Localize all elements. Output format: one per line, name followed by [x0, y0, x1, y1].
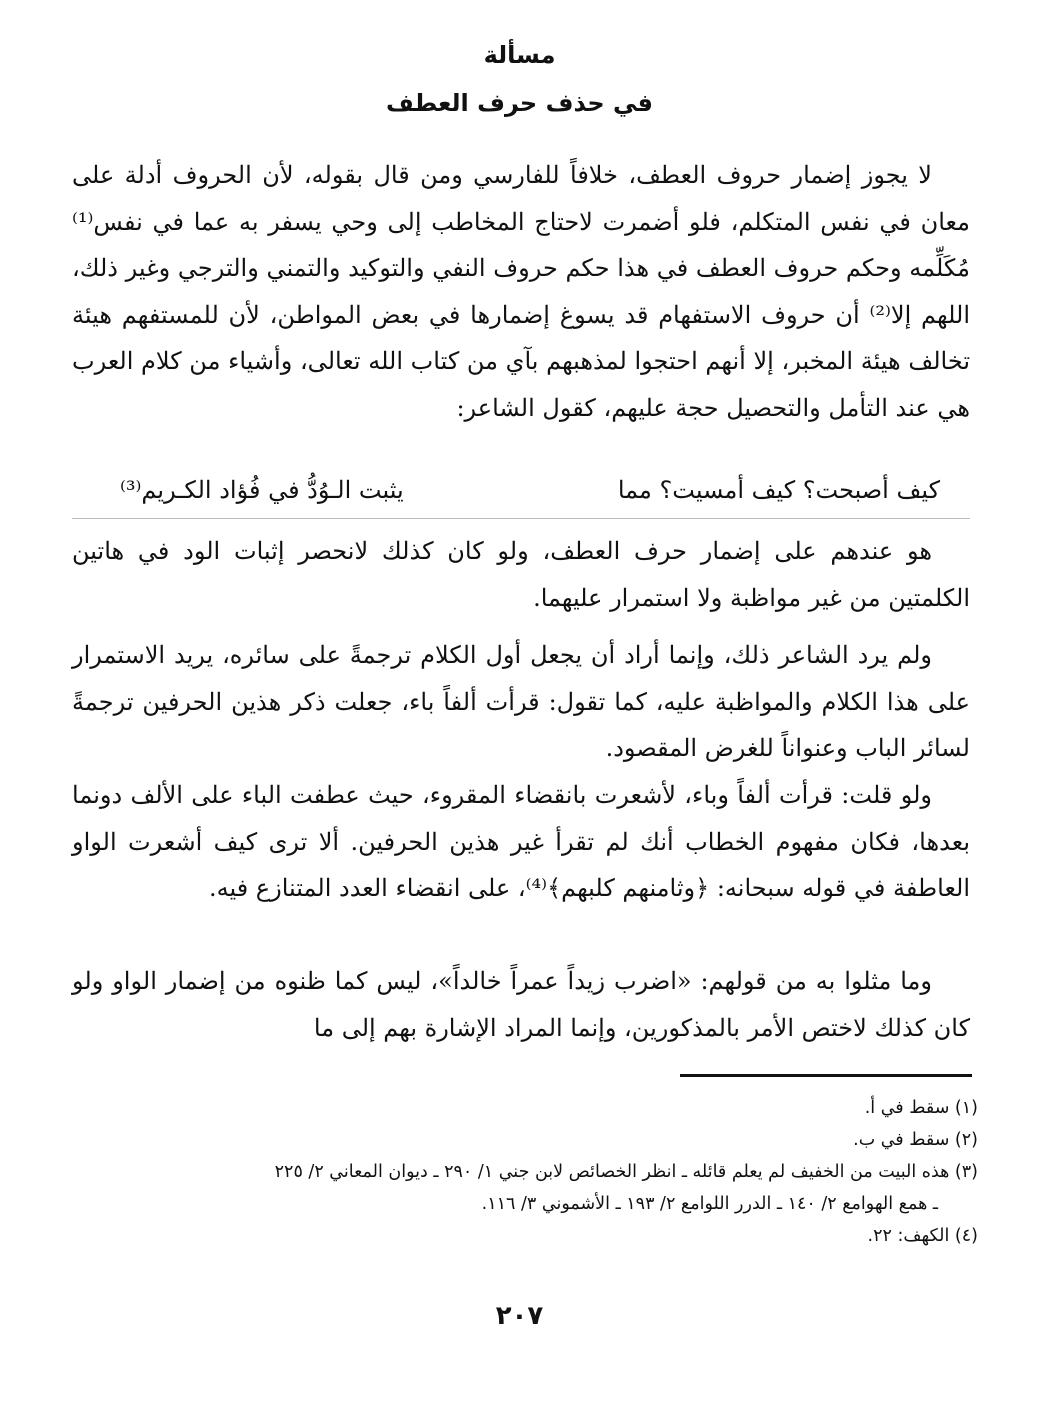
paragraph-4: ولو قلت: قرأت ألفاً وباء، لأشعرت بانقضاء المقروء، حيث عطفت الباء على الألف دونما بعدها، فكان مفهوم الخطاب أنك لم تقرأ غير هذين الحرفين. ألا ترى كيف أشعرت الواو العاطفة في قوله سبحانه: ﴿وثامنهم كلبهم﴾⁽⁴⁾، على انقضاء العدد المتنازع فيه.: [72, 781, 970, 902]
poetry-verse: [120, 470, 940, 510]
footnote-3: (٣) هذه البيت من الخفيف لم يعلم قائله ـ انظر الخصائص لابن جني ١/ ٢٩٠ ـ ديوان المعاني ٢/ ٢٢٥: [274, 1162, 978, 1182]
footnote-4: (٤) الكهف: ٢٢.: [867, 1226, 978, 1246]
verse-divider: [72, 518, 970, 519]
paragraph-5: وما مثلوا به من قولهم: «اضرب زيداً عمراً خالداً»، ليس كما ظنوه من إضمار الواو ولو كان كذلك لاختص الأمر بالمذكورين، وإنما المراد الإشارة بهم إلى ما: [72, 967, 970, 1042]
footnote-3-continued: ـ همع الهوامع ٢/ ١٤٠ ـ الدرر اللوامع ٢/ ١٩٣ ـ الأشموني ٣/ ١١٦.: [481, 1194, 938, 1214]
footnotes: [72, 1092, 978, 1252]
section-title: مسألة: [483, 41, 556, 69]
footnote-separator: [680, 1074, 972, 1077]
verse-second-hemistich: يثبت الـوُدُّ في فُؤاد الكـريم⁽³⁾: [120, 476, 404, 504]
verse-first-hemistich: كيف أصبحت؟ كيف أمسيت؟ مما: [617, 476, 940, 504]
page-number: ٢٠٧: [495, 1301, 544, 1331]
paragraph-2: هو عندهم على إضمار حرف العطف، ولو كان كذلك لانحصر إثبات الود في هاتين الكلمتين من غير مواظبة ولا استمرار عليهما.: [72, 537, 970, 612]
footnote-2: (٢) سقط في ب.: [853, 1130, 978, 1150]
paragraph-1: لا يجوز إضمار حروف العطف، خلافاً للفارسي ومن قال بقوله، لأن الحروف أدلة على معان في نفس المتكلم، فلو أضمرت لاحتاج المخاطب إلى وحي يسفر به عما في نفس⁽¹⁾ مُكَلِّمه وحكم حروف العطف في هذا حكم حروف النفي والتوكيد والتمني والترجي وغير ذلك، اللهم إلا⁽²⁾ أن حروف الاستفهام قد يسوغ إضمارها في بعض المواطن، لأن للمستفهم هيئة تخالف هيئة المخبر، إلا أنهم احتجوا لمذهبهم بآي من كتاب الله تعالى، وأشياء من كلام العرب هي عند التأمل والتحصيل حجة عليهم، كقول الشاعر:: [72, 161, 970, 422]
paragraph-3: ولم يرد الشاعر ذلك، وإنما أراد أن يجعل أول الكلام ترجمةً على سائره، يريد الاستمرار على هذا الكلام والمواظبة عليه، كما تقول: قرأت ألفاً باء، جعلت ذكر هذين الحرفين ترجمةً لسائر الباب وعنواناً للغرض المقصود.: [72, 641, 970, 762]
footnote-1: (١) سقط في أ.: [864, 1098, 978, 1118]
section-subtitle: في حذف حرف العطف: [386, 89, 653, 117]
